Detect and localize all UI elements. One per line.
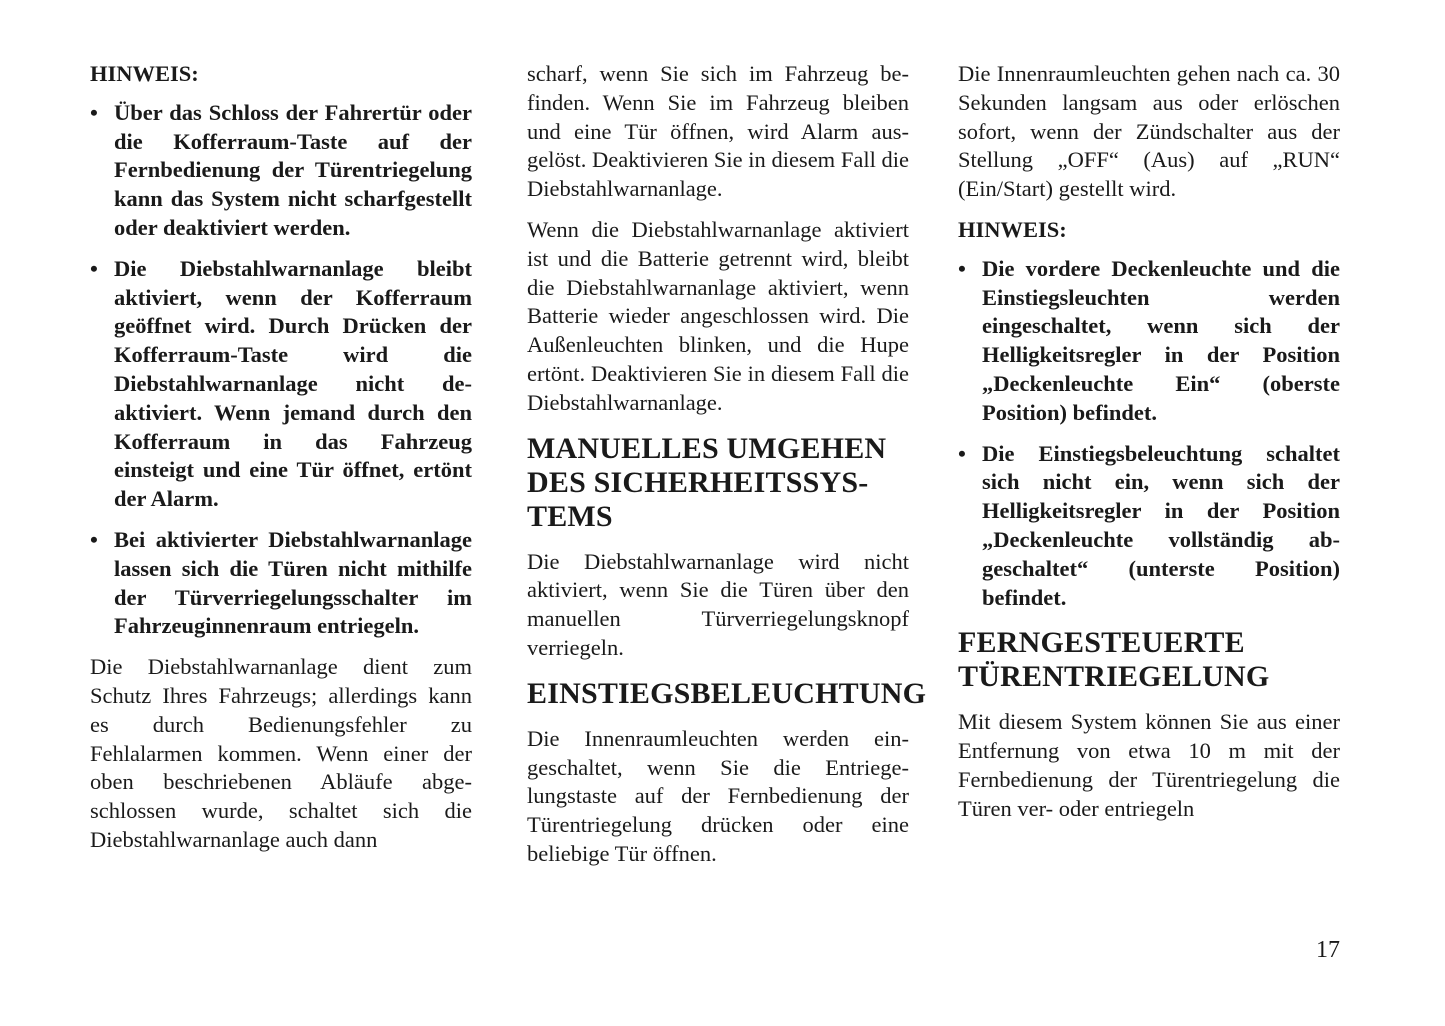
- note-item: • Bei aktivierter Diebstahlwarnanlage lassen sich die Türen nicht mithilfe der Türverriegelungsschalter im Fahrzeuginnenraum entriegeln.: [90, 526, 472, 641]
- column-right: [958, 60, 1340, 836]
- note-item: • Über das Schloss der Fahrertür oder die Kofferraum-Taste auf der Fernbedienung der Türentriegelung kann das System nicht scharfgestellt oder deaktiviert werden.: [90, 99, 472, 243]
- body-paragraph: Die Innenraumleuchten werden eingeschaltet, wenn Sie die Entriegelungstaste auf der Fernbedienung der Türentriegelung drücken oder eine beliebige Tür öffnen.: [527, 725, 909, 866]
- note-list: [90, 99, 472, 641]
- section-heading-remote-unlock: FERNGESTEUERTE TÜRENTRIEGELUNG: [958, 626, 1270, 694]
- note-item: • Die Diebstahlwarnanlage bleibt aktiviert, wenn der Kofferraum geöffnet wird. Durch Drücken der Kofferraum-Taste wird die Diebstahlwarnanlage nicht deaktiviert. Wenn jemand durch den Kofferraum in das Fahrzeug einsteigt und eine Tür öffnet, ertönt der Alarm.: [90, 255, 472, 514]
- body-paragraph: Die Innenraumleuchten gehen nach ca. 30 Sekunden langsam aus oder erlöschen sofort, wenn der Zündschalter aus der Stellung „OFF“ (Aus) auf „RUN“ (Ein/Start) gestellt wird.: [958, 61, 1340, 202]
- body-paragraph: Die Diebstahlwarnanlage wird nicht aktiviert, wenn Sie die Türen über den manuellen Türverriegelungsknopf verriegeln.: [527, 548, 909, 660]
- page-number: 17: [1316, 937, 1340, 963]
- column-left: [90, 60, 472, 867]
- section-heading-manual-override: MANUELLES UMGEHEN DES SICHERHEITSSYSTEMS: [527, 431, 887, 533]
- body-paragraph: Die Diebstahlwarnanlage dient zum Schutz Ihres Fahrzeugs; allerdings kann es durch Bedienungsfehler zu Fehlalarmen kommen. Wenn einer der oben beschriebenen Abläufe abgeschlossen wurde, schaltet sich die Diebstahlwarnanlage auch dann: [90, 654, 472, 852]
- section-heading-entry-lighting: EINSTIEGSBELEUCHTUNG: [527, 676, 927, 710]
- body-paragraph: scharf, wenn Sie sich im Fahrzeug befinden. Wenn Sie im Fahrzeug bleiben und eine Tür öffnen, wird Alarm ausgelöst. Deaktivieren Sie in diesem Fall die Diebstahlwarnanlage.: [527, 61, 909, 202]
- note-label: HINWEIS:: [958, 216, 1067, 242]
- note-item: • Die Einstiegsbeleuchtung schaltet sich nicht ein, wenn sich der Helligkeitsregler in der Position „Deckenleuchte vollständig abgeschaltet“ (unterste Position) befindet.: [958, 440, 1340, 613]
- column-middle: [527, 60, 927, 881]
- body-paragraph: Mit diesem System können Sie aus einer Entfernung von etwa 10 m mit der Fernbedienung der Türentriegelung die Türen ver- oder entriegeln: [958, 709, 1340, 821]
- note-list: [958, 255, 1340, 613]
- note-label: HINWEIS:: [90, 61, 199, 86]
- note-item: • Die vordere Deckenleuchte und die Einstiegsleuchten werden eingeschaltet, wenn sich der Helligkeitsregler in der Position „Deckenleuchte Ein“ (oberste Position) befindet.: [958, 255, 1340, 428]
- body-paragraph: Wenn die Diebstahlwarnanlage aktiviert ist und die Batterie getrennt wird, bleibt die Diebstahlwarnanlage aktiviert, wenn Batterie wieder angeschlossen wird. Die Außenleuchten blinken, und die Hupe ertönt. Deaktivieren Sie in diesem Fall die Diebstahlwarnanlage.: [527, 216, 909, 415]
